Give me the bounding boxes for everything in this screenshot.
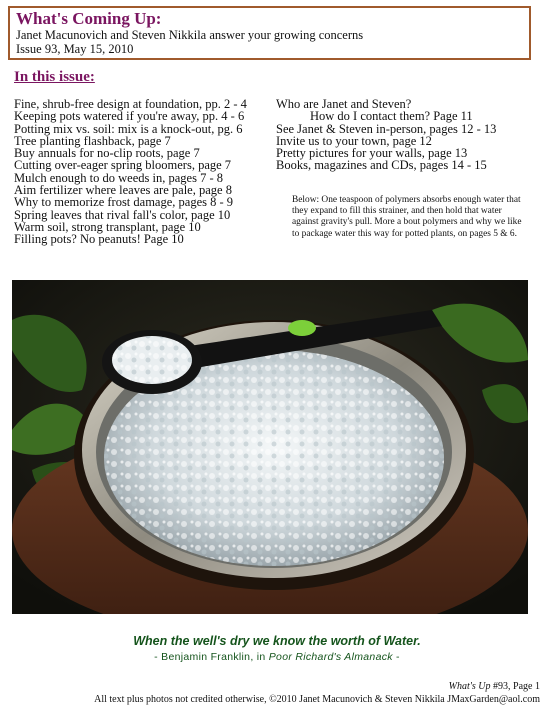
toc-item[interactable]: Mulch enough to do weeds in, pages 7 - 8 [14,170,223,185]
photo-illustration [12,280,528,614]
toc-item[interactable]: Invite us to your town, page 12 [276,133,432,148]
polymer-strainer-photo [12,280,528,614]
toc-item[interactable]: Spring leaves that rival fall's color, page 10 [14,207,231,222]
toc-item[interactable]: Pretty pictures for your walls, page 13 [276,146,468,161]
toc-item[interactable]: Tree planting flashback, page 7 [14,133,171,148]
publication-name: What's Up [448,681,491,692]
toc-right-column [276,98,536,172]
page-ref: #93, Page 1 [490,681,540,692]
toc-item[interactable]: Cutting over-eager spring bloomers, page 7 [14,158,232,173]
toc-item[interactable]: Buy annuals for no-clip roots, page 7 [14,146,200,161]
section-heading: In this issue: [14,69,95,85]
newsletter-subtitle: Janet Macunovich and Steven Nikkila answer your growing concerns [16,28,364,42]
toc-item[interactable]: How do I contact them? Page 11 [310,109,473,124]
franklin-quote: When the well's dry we know the worth of Water. [133,634,421,648]
masthead [8,6,531,60]
attribution-prefix: - Benjamin Franklin, in [154,651,269,663]
toc-item[interactable]: Who are Janet and Steven? [276,97,412,111]
toc-item[interactable]: Why to memorize frost damage, pages 8 - 9 [14,195,234,210]
toc-item[interactable]: Fine, shrub-free design at foundation, pp. 2 - 4 [14,97,247,111]
attribution-suffix: - [392,651,400,663]
toc-item[interactable]: Filling pots? No peanuts! Page 10 [14,232,184,247]
photo-caption: Below: One teaspoon of polymers absorbs enough water that they expand to fill this strainer, and then hold that water against gravity's pull. More a bout polymers and why we like to package water this way for potted plants, on pages 5 & 6. [292,195,522,239]
toc-item[interactable]: Potting mix vs. soil: mix is a knock-out, pg. 6 [14,121,243,136]
quote-attribution [0,651,554,663]
issue-date: Issue 93, May 15, 2010 [16,42,134,56]
toc-item[interactable]: Books, magazines and CDs, pages 14 - 15 [276,158,487,173]
toc-item[interactable]: Keeping pots watered if you're away, pp. 4 - 6 [14,109,245,124]
toc-item[interactable]: See Janet & Steven in-person, pages 12 - 13 [276,121,497,136]
copyright-line: All text plus photos not credited otherwise, ©2010 Janet Macunovich & Steven Nikkila JMaxGarden@aol.com [94,694,540,705]
toc-item[interactable]: Warm soil, strong transplant, page 10 [14,219,201,234]
toc-item[interactable]: Aim fertilizer where leaves are pale, page 8 [14,183,232,198]
almanack-title: Poor Richard's Almanack [268,651,393,663]
newsletter-title: What's Coming Up: [16,9,162,28]
toc-left-column [14,98,276,246]
page-number [449,681,540,692]
